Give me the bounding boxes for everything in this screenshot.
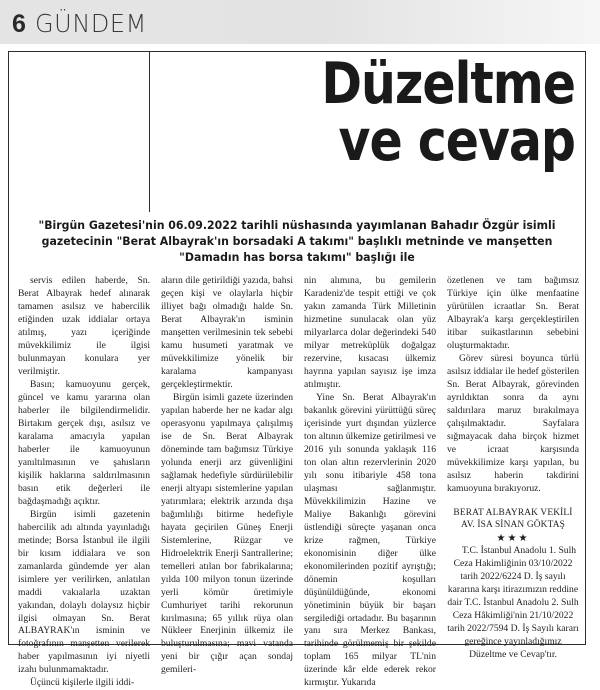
article-columns — [18, 274, 579, 690]
article-column-4 — [447, 275, 579, 690]
section-title: GÜNDEM — [34, 9, 147, 38]
paragraph: Birgün isimli gazete üzerinden yapılan haberde her ne kadar algı operasyonu yapılmaya çalışılmış ise de Sn. Berat Albayrak döneminde tam bağımsız Türkiye yolunda enerji arz güvenliğini sağlamak hedefiyle sürdürülebilir enerji altyapı sistemlerine yapılan yatırımlara; elektrik arzında dışa bağımlılığı bitirme hedefiyle hayata geçirilen Güneş Enerji Sistemlerine, Rüzgar ve Hidroelektrik Enerji Santrallerine; temelleri atılan bor fabrikalarına; yılda 100 milyon tonun üzerinde yerli kömür üretimiyle Cumhuriyet tarihi rekorunun kırılmasına; 65 yıllık rüya olan Nükleer Enerjinin ülkemiz ile buluşturulmasına; mavi vatanda yeni bir çığır açan sondaj gemileri- — [161, 391, 293, 676]
page-number: 6 — [12, 10, 26, 38]
paragraph: T.C. İstanbul Anadolu 1. Sulh Ceza Hakimliğinin 03/10/2022 tarih 2022/6224 D. İş sayılı kararına karşı itirazımızın reddine dair T.C. İstanbul Anadolu 2. Sulh Ceza Hâkimliği'nin 21/10/2022 tarih 2022/7594 D. İş Sayılı kararı gereğince yayınladığımız Düzeltme ve Cevap'tır. — [447, 545, 579, 660]
headline-vertical-rule — [149, 52, 150, 212]
masthead-band — [0, 0, 600, 44]
paragraph: servis edilen haberde, Sn. Berat Albayrak hedef alınarak tamamen asılsız ve habercilik etiğinden uzak iddialar ortaya atılmış, yazı içeriğinde müvekkilimiz ile ilgisi bulunmayan konulara yer verilmiştir. — [18, 274, 150, 377]
star-separator-icon: ★★★ — [496, 533, 530, 545]
headline-zone — [9, 52, 585, 212]
masthead-inner — [0, 0, 600, 44]
page-title — [214, 51, 575, 174]
signature-name: BERAT ALBAYRAK VEKİLİ — [453, 507, 573, 518]
paragraph: Birgün isimli gazetenin habercilik adı altında yayınladığı metinde; Borsa İstanbul ile ilgili bir kısım iddialara ve son zamanlarda gündemde yer alan isimlere yer verilirken, anlatılan maddi vakıalarla uzaktan yakından, dolaylı dolaysız hiçbir ilgisi olmayan Sn. Berat ALBAYRAK'ın isminin ve fotoğrafının manşetten verilerek haber yapılmasının iyi niyetli izahı bulunmamaktadır. — [18, 508, 150, 676]
article-column-3 — [304, 275, 436, 690]
paragraph: Yine Sn. Berat Albayrak'ın bakanlık görevini yürüttüğü süreç içerisinde yurt dışından yüzlerce ton altının ülkemize getirilmesi ve 2016 yılı sonunda yaklaşık 116 ton olan altın rezervlerinin 2020 yılı sonu itibariyle 458 tona ulaşması sağlanmıştır. Müvekkilimizin Hazine ve Maliye Bakanlığı görevini üstlendiği süreçte yaşanan onca krize rağmen, Türkiye ekonomisinin diğer ülke ekonomilerinden pozitif ayrıştığı; dönemin koşulları düşünüldüğünde, ekonomi yönetiminin büyük bir başarı sergilediği ortadadır. Bu başarının yanı sıra Merkez Bankası, tarihinde görülmemiş bir şekilde toplam 165 milyar TL'nin üzerinde kâr elde ederek rekor kırmıştır. Yukarıda — [304, 391, 436, 689]
signature-attorney: AV. İSA SİNAN GÖKTAŞ — [461, 520, 565, 531]
article-column-2 — [161, 275, 293, 690]
paragraph: Basın; kamuoyunu gerçek, güncel ve kamu yararına olan haberler ile bilgilendirmelidir. Birtakım gerçek dışı, asılsız ve karalama amacıyla yapılan haberler ile kamuoyunun yanıltılmasının ve şahısların kişilik haklarına saldırılmasının basın etik değerleri ile bağdaşmadığı açıktır. — [18, 378, 150, 507]
article-frame — [8, 51, 586, 689]
paragraph: Üçüncü kişilerle ilgili iddi- — [30, 677, 135, 689]
paragraph: aların dile getirildiği yazıda, bahsi geçen kişi ve olaylarla hiçbir illiyet bağı olmadığı halde Sn. Berat Albayrak'ın isminin manşetten verilmesinin tek sebebi kamu husumeti yaratmak ve müvekkilimize yönelik bir karalama kampanyası gerçekleştirmektir. — [161, 274, 293, 390]
signature-block — [447, 507, 579, 532]
paragraph: Görev süresi boyunca türlü asılsız iddialar ile hedef gösterilen Sn. Berat Albayrak, görevinden ayrıldıktan sonra da aynı saldırılara maruz bırakılmaya çalışılmaktadır. Sayfalara sığmayacak daha birçok hizmet ve icraat karşısında müvekkilimize karşı yapılan, bu asılsız haberin takdirini kamuoyuna bırakıyoruz. — [447, 352, 579, 494]
headline-line-2: ve cevap — [338, 108, 575, 174]
paragraph: özetlenen ve tam bağımsız Türkiye için ülke menfaatine yürütülen icraatlar Sn. Berat Albayrak'a karşı gerçekleştirilen itibar suikastlarının sebebini oluşturmaktadır. — [447, 274, 579, 351]
article-lead: "Birgün Gazetesi'nin 06.09.2022 tarihli nüshasında yayımlanan Bahadır Özgür isimli gazetecinin "Berat Albayrak'ın borsadaki A takımı" başlıklı metninde ve manşetten "Damadın has borsa takımı" başlığı ile — [38, 219, 556, 264]
headline-line-1: Düzeltme — [321, 51, 575, 117]
article-column-1 — [18, 275, 150, 690]
court-decision-note — [447, 545, 579, 662]
paragraph: nin alımına, bu gemilerin Karadeniz'de tespit ettiği ve çok yakın zamanda Türk Milletinin hizmetine sunulacak olan yüz milyarlarca dolar değerindeki 540 milyar metreküplük doğalgaz rezervine, kısacası ülkemiz hayrına yapılan sayısız işe imza atılmıştır. — [304, 274, 436, 390]
